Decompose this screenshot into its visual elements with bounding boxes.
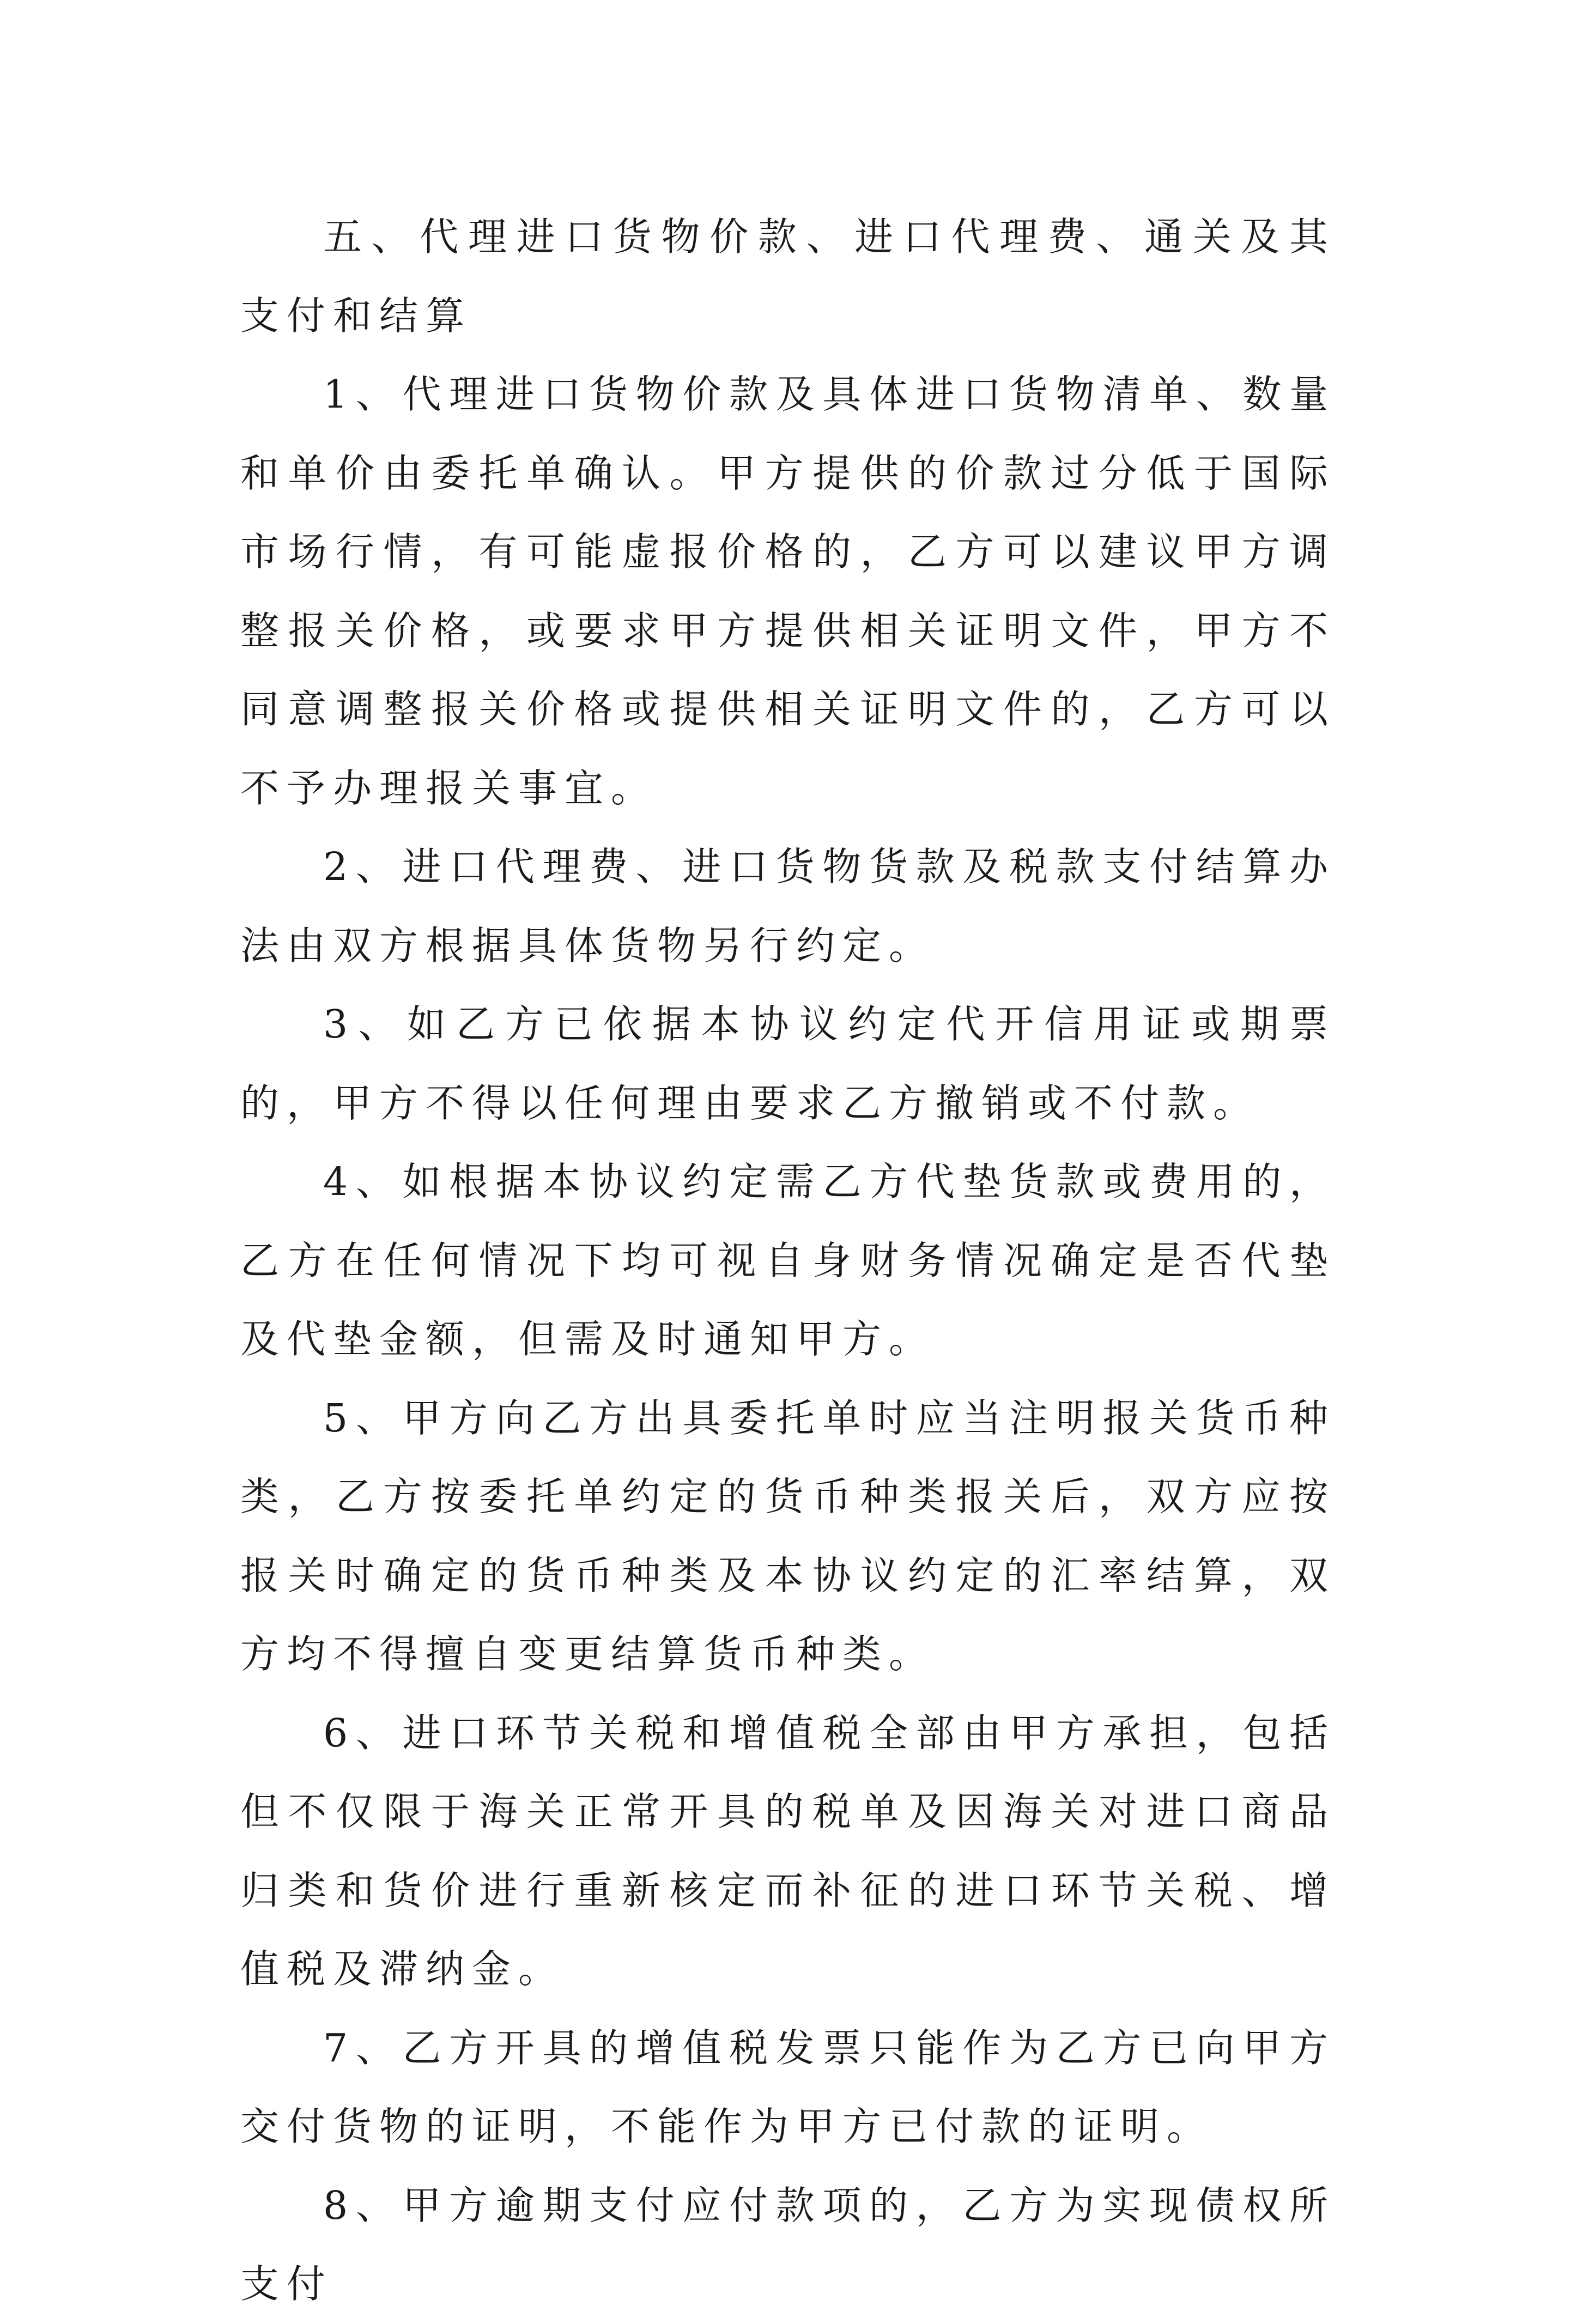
clause-2: 2、进口代理费、进口货物货款及税款支付结算办法由双方根据具体货物另行约定。: [240, 844, 1336, 968]
document-body: [240, 198, 1336, 2324]
clause-3: 3、如乙方已依据本协议约定代开信用证或期票的，甲方不得以任何理由要求乙方撤销或不付款。: [240, 1002, 1336, 1126]
clause-4: 4、如根据本协议约定需乙方代垫货款或费用的，乙方在任何情况下均可视自身财务情况确定是否代垫及代垫金额，但需及时通知甲方。: [240, 1159, 1336, 1362]
section-heading-5: 五、代理进口货物价款、进口代理费、通关及其支付和结算: [240, 214, 1336, 338]
clause-5: 5、甲方向乙方出具委托单时应当注明报关货币种类，乙方按委托单约定的货币种类报关后，双方应按报关时确定的货币种类及本协议约定的汇率结算，双方均不得擅自变更结算货币种类。: [240, 1395, 1336, 1677]
clause-1: 1、代理进口货物价款及具体进口货物清单、数量和单价由委托单确认。甲方提供的价款过分低于国际市场行情，有可能虚报价格的，乙方可以建议甲方调整报关价格，或要求甲方提供相关证明文件，甲方不同意调整报关价格或提供相关证明文件的，乙方可以不予办理报关事宜。: [240, 372, 1336, 811]
clause-8: 8、甲方逾期支付应付款项的，乙方为实现债权所支付: [240, 2182, 1336, 2307]
clause-7: 7、乙方开具的增值税发票只能作为乙方已向甲方交付货物的证明，不能作为甲方已付款的证明。: [240, 2025, 1336, 2149]
clause-6: 6、进口环节关税和增值税全部由甲方承担，包括但不仅限于海关正常开具的税单及因海关对进口商品归类和货价进行重新核定而补征的进口环节关税、增值税及滞纳金。: [240, 1710, 1336, 1992]
